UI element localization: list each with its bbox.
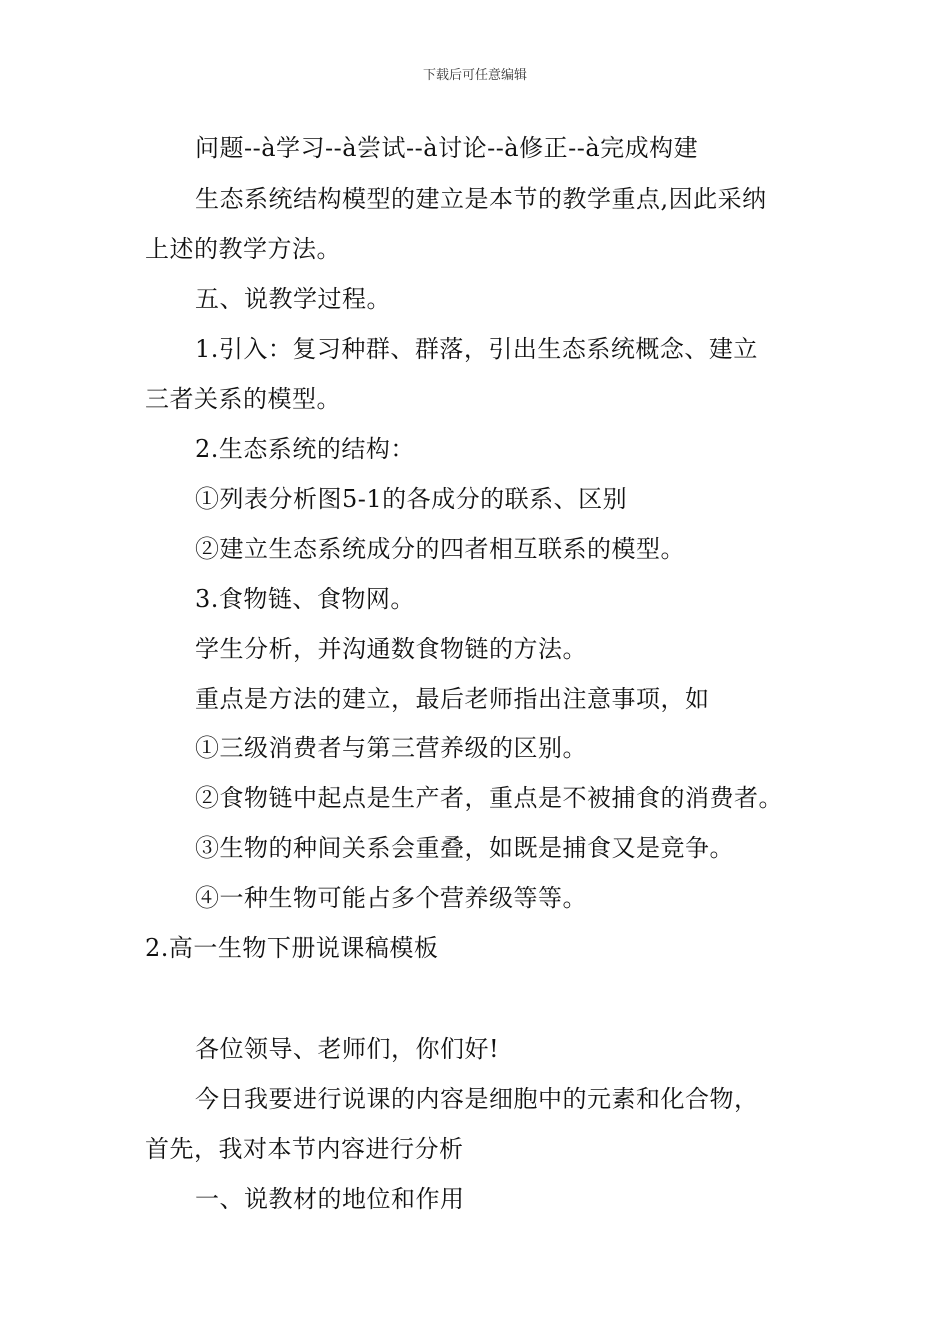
page-header-watermark: 下载后可任意编辑 bbox=[422, 68, 527, 83]
text-line: 学生分析，并沟通数食物链的方法。 bbox=[195, 635, 587, 663]
text-line: 2.生态系统的结构： bbox=[195, 435, 415, 463]
section-heading: 一、说教材的地位和作用 bbox=[195, 1185, 465, 1213]
text-line: 1.引入：复习种群、群落，引出生态系统概念、建立 bbox=[195, 335, 758, 363]
text-line: 首先，我对本节内容进行分析 bbox=[145, 1135, 464, 1163]
text-line: ①三级消费者与第三营养级的区别。 bbox=[195, 734, 587, 762]
text-line: 3.食物链、食物网。 bbox=[195, 585, 415, 613]
text-line: 重点是方法的建立，最后老师指出注意事项，如 bbox=[195, 685, 710, 713]
text-line: 今日我要进行说课的内容是细胞中的元素和化合物， bbox=[195, 1085, 759, 1113]
text-line: 上述的教学方法。 bbox=[145, 235, 341, 263]
text-line: ④一种生物可能占多个营养级等等。 bbox=[195, 884, 587, 912]
text-line: 各位领导、老师们，你们好! bbox=[195, 1035, 500, 1063]
text-line: 生态系统结构模型的建立是本节的教学重点,因此采纳 bbox=[195, 185, 767, 213]
text-line: ③生物的种间关系会重叠，如既是捕食又是竞争。 bbox=[195, 834, 734, 862]
text-line: 问题--à学习--à尝试--à讨论--à修正--à完成构建 bbox=[195, 134, 699, 162]
text-line: ②食物链中起点是生产者，重点是不被捕食的消费者。 bbox=[195, 784, 783, 812]
text-line: ②建立生态系统成分的四者相互联系的模型。 bbox=[195, 535, 685, 563]
text-line: 三者关系的模型。 bbox=[145, 385, 341, 413]
text-line: ①列表分析图5-1的各成分的联系、区别 bbox=[195, 485, 628, 513]
section-heading: 五、说教学过程。 bbox=[195, 285, 391, 313]
document-title: 2.高一生物下册说课稿模板 bbox=[145, 934, 439, 962]
